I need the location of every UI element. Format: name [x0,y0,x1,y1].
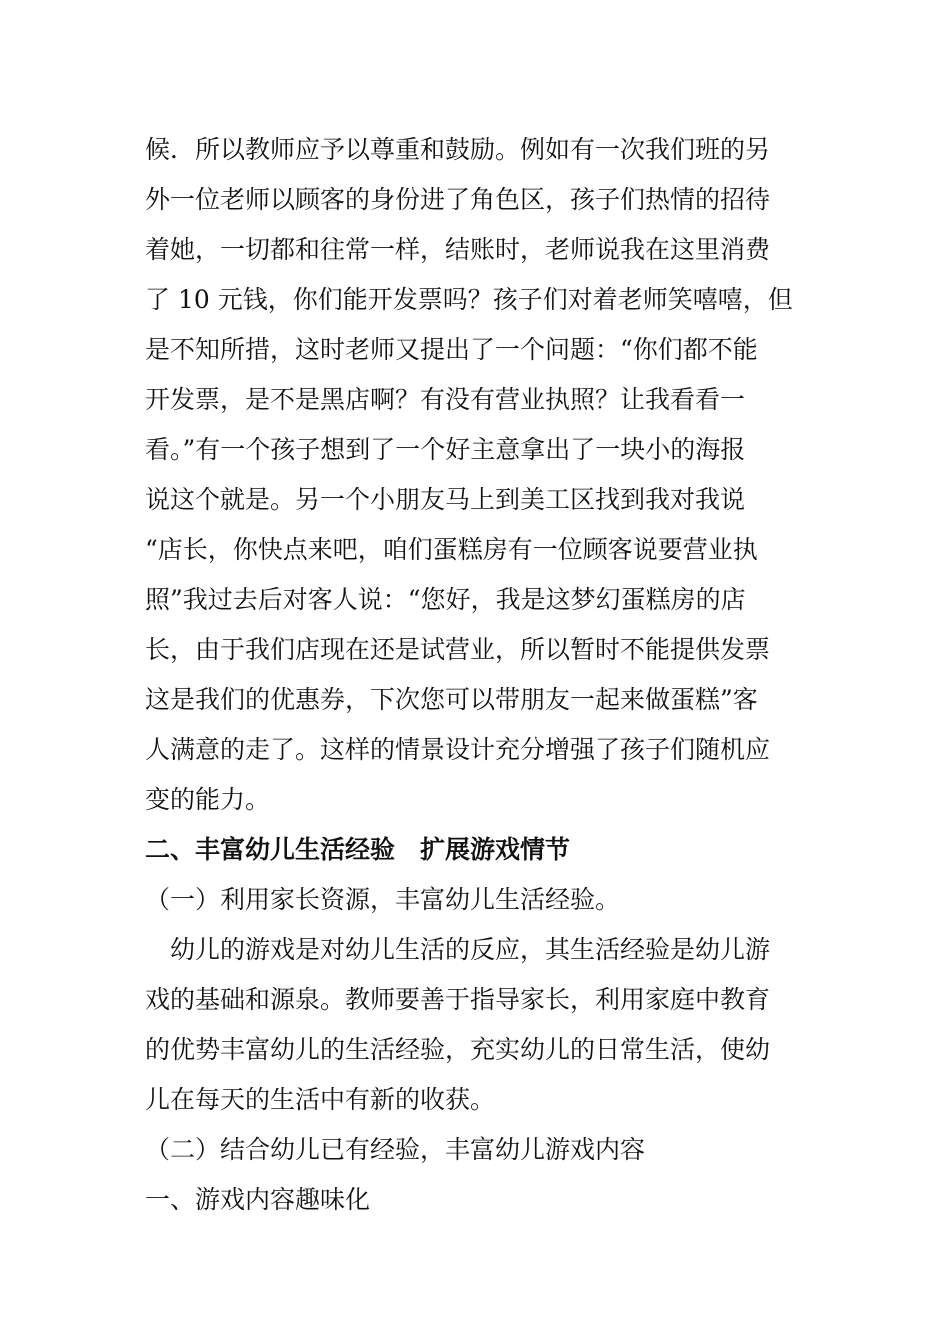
body-text-line: 着她，一切都和往常一样，结账时，老师说我在这里消费 [145,235,771,264]
subsection-heading: 一、游戏内容趣味化 [145,1185,371,1214]
body-text-line: 照”我过去后对客人说：“您好，我是这梦幻蛋糕房的店 [145,585,746,614]
body-text-line: 说这个就是。另一个小朋友马上到美工区找到我对我说 [145,485,746,514]
body-text-line: 的优势丰富幼儿的生活经验，充实幼儿的日常生活，使幼 [145,1035,771,1064]
subsection-heading: （二）结合幼儿已有经验，丰富幼儿游戏内容 [145,1135,646,1164]
body-text-line: 长，由于我们店现在还是试营业，所以暂时不能提供发票 [145,635,771,664]
subsection-heading: （一）利用家长资源，丰富幼儿生活经验。 [145,885,621,914]
body-text-line: 戏的基础和源泉。教师要善于指导家长，利用家庭中教育 [145,985,771,1014]
body-text-line: 人满意的走了。这样的情景设计充分增强了孩子们随机应 [145,735,771,764]
body-text-line: 候．所以教师应予以尊重和鼓励。例如有一次我们班的另 [145,135,771,164]
body-text-line: 幼儿的游戏是对幼儿生活的反应，其生活经验是幼儿游 [145,935,771,964]
body-text-line: 是不知所措，这时老师又提出了一个问题：“你们都不能 [145,335,758,364]
body-text-line: 看。”有一个孩子想到了一个好主意拿出了一块小的海报 [145,435,746,464]
body-text-line: 了 10 元钱，你们能开发票吗？孩子们对着老师笑嘻嘻，但 [145,285,793,314]
body-text-line: 这是我们的优惠券，下次您可以带朋友一起来做蛋糕”客 [145,685,758,714]
body-text-line: 儿在每天的生活中有新的收获。 [145,1085,496,1114]
body-text-line: 开发票，是不是黑店啊？有没有营业执照？让我看看一 [145,385,746,414]
body-text-line: “店长，你快点来吧，咱们蛋糕房有一位顾客说要营业执 [145,535,758,564]
body-text-line: 变的能力。 [145,785,271,814]
section-heading: 二、丰富幼儿生活经验 扩展游戏情节 [145,835,571,864]
body-text-line: 外一位老师以顾客的身份进了角色区，孩子们热情的招待 [145,185,771,214]
